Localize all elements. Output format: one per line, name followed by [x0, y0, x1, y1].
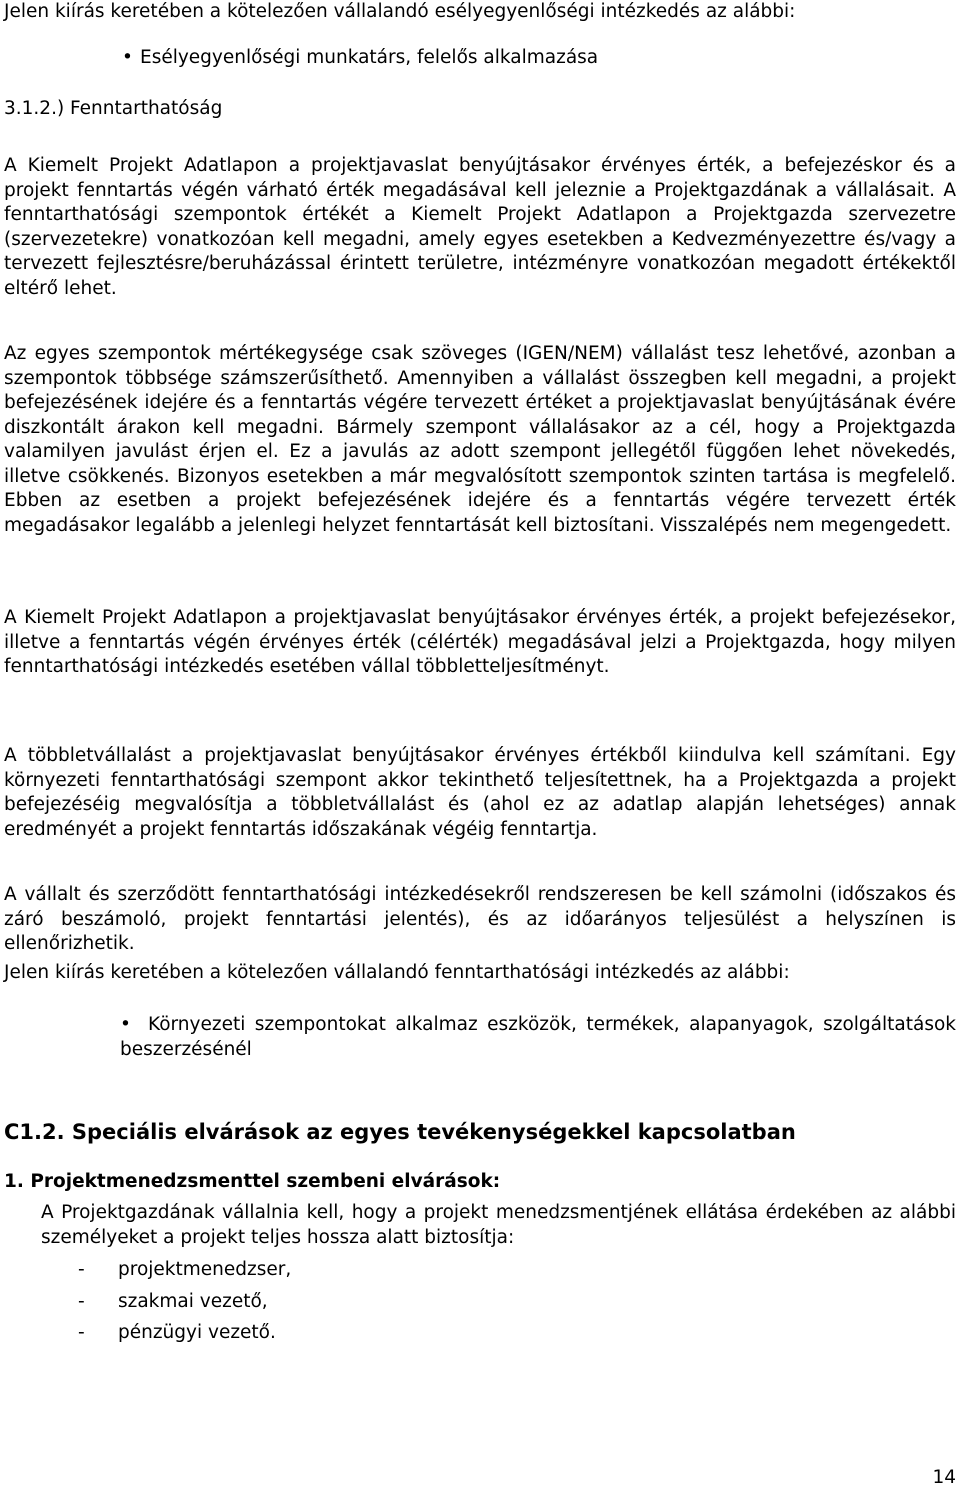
subsection-heading: 1. Projektmenedzsmenttel szembeni elvárások: [4, 1171, 501, 1192]
paragraph: A Projektgazdának vállalnia kell, hogy a projekt menedzsmentjének ellátása érdekében az alábbi személyeket a projekt teljes hossza alatt biztosítja: [41, 1202, 956, 1248]
list-item: - szakmai vezető, [78, 1291, 268, 1312]
intro-line: Jelen kiírás keretében a kötelezően vállalandó esélyegyenlőségi intézkedés az alábbi: [4, 1, 796, 22]
paragraph: A Kiemelt Projekt Adatlapon a projektjavaslat benyújtásakor érvényes érték, a befejezéskor és a projekt fenntartás végén várható érték megadásával kell jeleznie a Projektgazdának a vállalásait. A fenntarthatósági szempontok értékét a Kiemelt Projekt Adatlapon a Projektgazda szervezetre (szervezetekre) vonatkozóan kell megadni, amely egyes esetekben a Kedvezményezettre és/vagy a tervezett fejlesztésre/beruházással érintett területre, intézményre vonatkozóan megadott értékektől eltérő lehet. [4, 155, 956, 299]
list-item: - pénzügyi vezető. [78, 1322, 276, 1343]
list-item: - projektmenedzser, [78, 1259, 292, 1280]
paragraph: A Kiemelt Projekt Adatlapon a projektjavaslat benyújtásakor érvényes érték, a projekt befejezésekor, illetve a fenntartás végén érvényes érték (célérték) megadásával jelzi a Projektgazda, hogy milyen fenntarthatósági intézkedés esetében vállal többletteljesítményt. [4, 607, 956, 677]
section-heading: C1.2. Speciális elvárások az egyes tevékenységekkel kapcsolatban [4, 1120, 796, 1144]
section-heading: 3.1.2.) Fenntarthatóság [4, 98, 223, 119]
paragraph: Jelen kiírás keretében a kötelezően vállalandó fenntarthatósági intézkedés az alábbi: [4, 962, 790, 983]
list-item-text: Környezeti szempontokat alkalmaz eszközök, termékek, alapanyagok, szolgáltatások beszerzésénél [120, 1014, 956, 1060]
paragraph: A vállalt és szerződött fenntarthatósági intézkedésekről rendszeresen be kell számolni (időszakos és záró beszámoló, projekt fenntartási jelentés), és az időarányos teljesülést a helyszínen is ellenőrizhetik. [4, 884, 956, 954]
bullet-icon: • [120, 1014, 131, 1035]
bullet-icon: • [122, 47, 133, 68]
list-item-text: szakmai vezető, [118, 1291, 268, 1312]
paragraph: A többletvállalást a projektjavaslat benyújtásakor érvényes értékből kiindulva kell számítani. Egy környezeti fenntarthatósági szempont akkor tekinthető teljesítettnek, ha a Projektgazda a projekt befejezéséig megvalósítja a többletvállalást és (ahol ez az adatlap alapján lehetséges) annak eredményét a projekt fenntartás időszakának végéig fenntartja. [4, 745, 956, 840]
list-item-text: Esélyegyenlőségi munkatárs, felelős alkalmazása [140, 47, 599, 68]
list-item-text: pénzügyi vezető. [118, 1322, 276, 1343]
page-number: 14 [932, 1467, 956, 1488]
paragraph: Az egyes szempontok mértékegysége csak szöveges (IGEN/NEM) vállalást tesz lehetővé, azonban a szempontok többsége számszerűsíthető. Amennyiben a vállalást összegben kell megadni, a projekt befejezésének idejére és a fenntartás végére tervezett értéket a projektjavaslat benyújtásának évére diszkontált árakon kell megadni. Bármely szempont vállalásakor az a cél, hogy a Projektgazda valamilyen javulást érjen el. Ez a javulás az adott szempont jellegétől függően lehet növekedés, illetve csökkenés. Bizonyos esetekben a már megvalósított szempontok szinten tartása is megfelelő. Ebben az esetben a projekt befejezésének idejére és a fenntartás végére tervezett érték megadásakor legalább a jelenlegi helyzet fenntartását kell biztosítani. Visszalépés nem megengedett. [4, 343, 956, 536]
list-item-text: projektmenedzser, [118, 1259, 292, 1280]
